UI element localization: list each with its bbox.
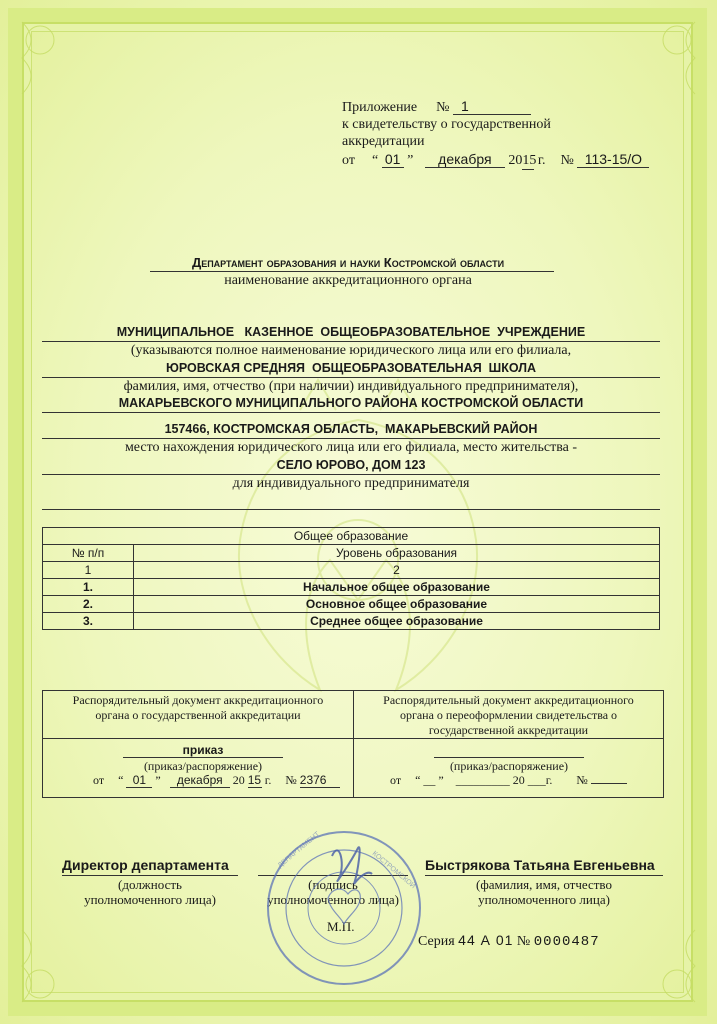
right-from-label: от <box>390 773 402 787</box>
appendix-label: Приложение <box>342 100 418 115</box>
cert-year-suffix: 15 <box>522 153 537 168</box>
accreditation-organ-name: Департамент образования и науки Костромской области <box>191 255 505 270</box>
level-row-num: 2. <box>43 596 134 613</box>
svg-text:КОСТРОМСКОЙ: КОСТРОМСКОЙ <box>370 850 417 891</box>
signature-scribble <box>332 847 372 884</box>
entity-line1: МУНИЦИПАЛЬНОЕ КАЗЕННОЕ ОБЩЕОБРАЗОВАТЕЛЬНОЕ УЧРЕЖДЕНИЕ <box>116 325 586 339</box>
signature-caption1: (подпись <box>308 877 358 892</box>
left-year-suffix: 15 <box>247 773 262 787</box>
signatory-position: Директор департамента <box>62 857 229 873</box>
entity-caption4: для индивидуального предпринимателя <box>232 476 470 491</box>
docs-right-header: Распорядительный документ аккредитационного органа о переоформлении свидетельства о государственной аккредитации <box>383 693 634 737</box>
cert-year-abbr: г. <box>537 153 546 168</box>
left-quote-open: “ <box>118 773 124 787</box>
svg-text:ДЕПАРТАМЕНТ: ДЕПАРТАМЕНТ <box>276 830 322 870</box>
cert-number-sign: № <box>560 153 574 168</box>
series-value: 44 А 01 <box>458 932 514 948</box>
left-doc-type-caption: (приказ/распоряжение) <box>143 759 263 773</box>
entity-address2: СЕЛО ЮРОВО, ДОМ 123 <box>276 458 426 472</box>
left-from-label: от <box>93 773 105 787</box>
to-certificate-line2: аккредитации <box>342 134 425 149</box>
left-number: 2376 <box>300 773 340 788</box>
right-quote-open: “ <box>415 773 421 787</box>
right-quote-close: ” <box>438 773 444 787</box>
quote-open: “ <box>371 153 379 168</box>
levels-idx-level: 2 <box>134 562 660 579</box>
series-label: Серия <box>418 934 455 949</box>
level-row-name: Основное общее образование <box>134 596 660 613</box>
entity-address1: 157466, КОСТРОМСКАЯ ОБЛАСТЬ, МАКАРЬЕВСКИЙ РАЙОН <box>164 422 538 436</box>
entity-caption1: (указываются полное наименование юридического лица или его филиала, <box>130 343 572 358</box>
name-caption2: уполномоченного лица) <box>478 892 610 907</box>
entity-line3: МАКАРЬЕВСКОГО МУНИЦИПАЛЬНОГО РАЙОНА КОСТРОМСКОЙ ОБЛАСТИ <box>118 396 584 410</box>
signatory-name: Быстрякова Татьяна Евгеньевна <box>425 857 655 873</box>
entity-caption2: фамилия, имя, отчество (при наличии) индивидуального предпринимателя), <box>123 379 579 394</box>
appendix-number: 1 <box>453 98 531 115</box>
levels-col-level: Уровень образования <box>134 545 660 562</box>
right-day: __ <box>423 773 436 787</box>
levels-table-title: Общее образование <box>43 528 660 545</box>
entity-caption3: место нахождения юридического лица или его филиала, место жительства - <box>124 440 578 455</box>
left-quote-close: ” <box>155 773 161 787</box>
cert-year-prefix: 20 <box>508 153 523 168</box>
administrative-documents-table <box>42 690 664 798</box>
left-day: 01 <box>126 773 152 788</box>
cert-number: 113-15/О <box>577 151 649 168</box>
education-levels-table <box>42 527 660 630</box>
table-row <box>43 613 660 630</box>
appendix-number-sign: № <box>436 100 450 115</box>
series-number: 0000487 <box>533 934 600 950</box>
right-number-sign: № <box>576 773 588 787</box>
signature-caption2: уполномоченного лица) <box>267 892 399 907</box>
level-row-num: 1. <box>43 579 134 596</box>
position-caption1: (должность <box>118 877 182 892</box>
left-year-prefix: 20 <box>232 773 245 787</box>
accreditation-organ-caption: наименование аккредитационного органа <box>224 273 472 288</box>
entity-line2: ЮРОВСКАЯ СРЕДНЯЯ ОБЩЕОБРАЗОВАТЕЛЬНАЯ ШКОЛА <box>165 361 537 375</box>
levels-idx-num: 1 <box>43 562 134 579</box>
level-row-name: Среднее общее образование <box>134 613 660 630</box>
level-row-num: 3. <box>43 613 134 630</box>
from-label: от <box>342 153 355 168</box>
right-year: 20 ___г. <box>512 773 553 787</box>
left-year-abbr: г. <box>264 773 272 787</box>
to-certificate-line1: к свидетельству о государственной <box>342 117 551 132</box>
quote-close: ” <box>407 153 414 168</box>
levels-col-num: № п/п <box>43 545 134 562</box>
right-doc-type-caption: (приказ/распоряжение) <box>449 759 569 773</box>
left-doc-type: приказ <box>123 743 283 758</box>
table-row <box>43 579 660 596</box>
level-row-name: Начальное общее образование <box>134 579 660 596</box>
seal-place-label: М.П. <box>327 919 355 934</box>
name-caption1: (фамилия, имя, отчество <box>476 877 612 892</box>
left-month: декабря <box>170 773 230 788</box>
cert-day: 01 <box>382 151 404 168</box>
table-row <box>43 596 660 613</box>
official-stamp-icon <box>262 828 426 988</box>
docs-left-header: Распорядительный документ аккредитационного органа о государственной аккредитации <box>72 693 324 722</box>
position-caption2: уполномоченного лица) <box>84 892 216 907</box>
series-number-sign: № <box>516 934 531 949</box>
left-number-sign: № <box>285 773 297 787</box>
cert-month: декабря <box>425 151 505 168</box>
right-month: _________ <box>455 773 510 787</box>
